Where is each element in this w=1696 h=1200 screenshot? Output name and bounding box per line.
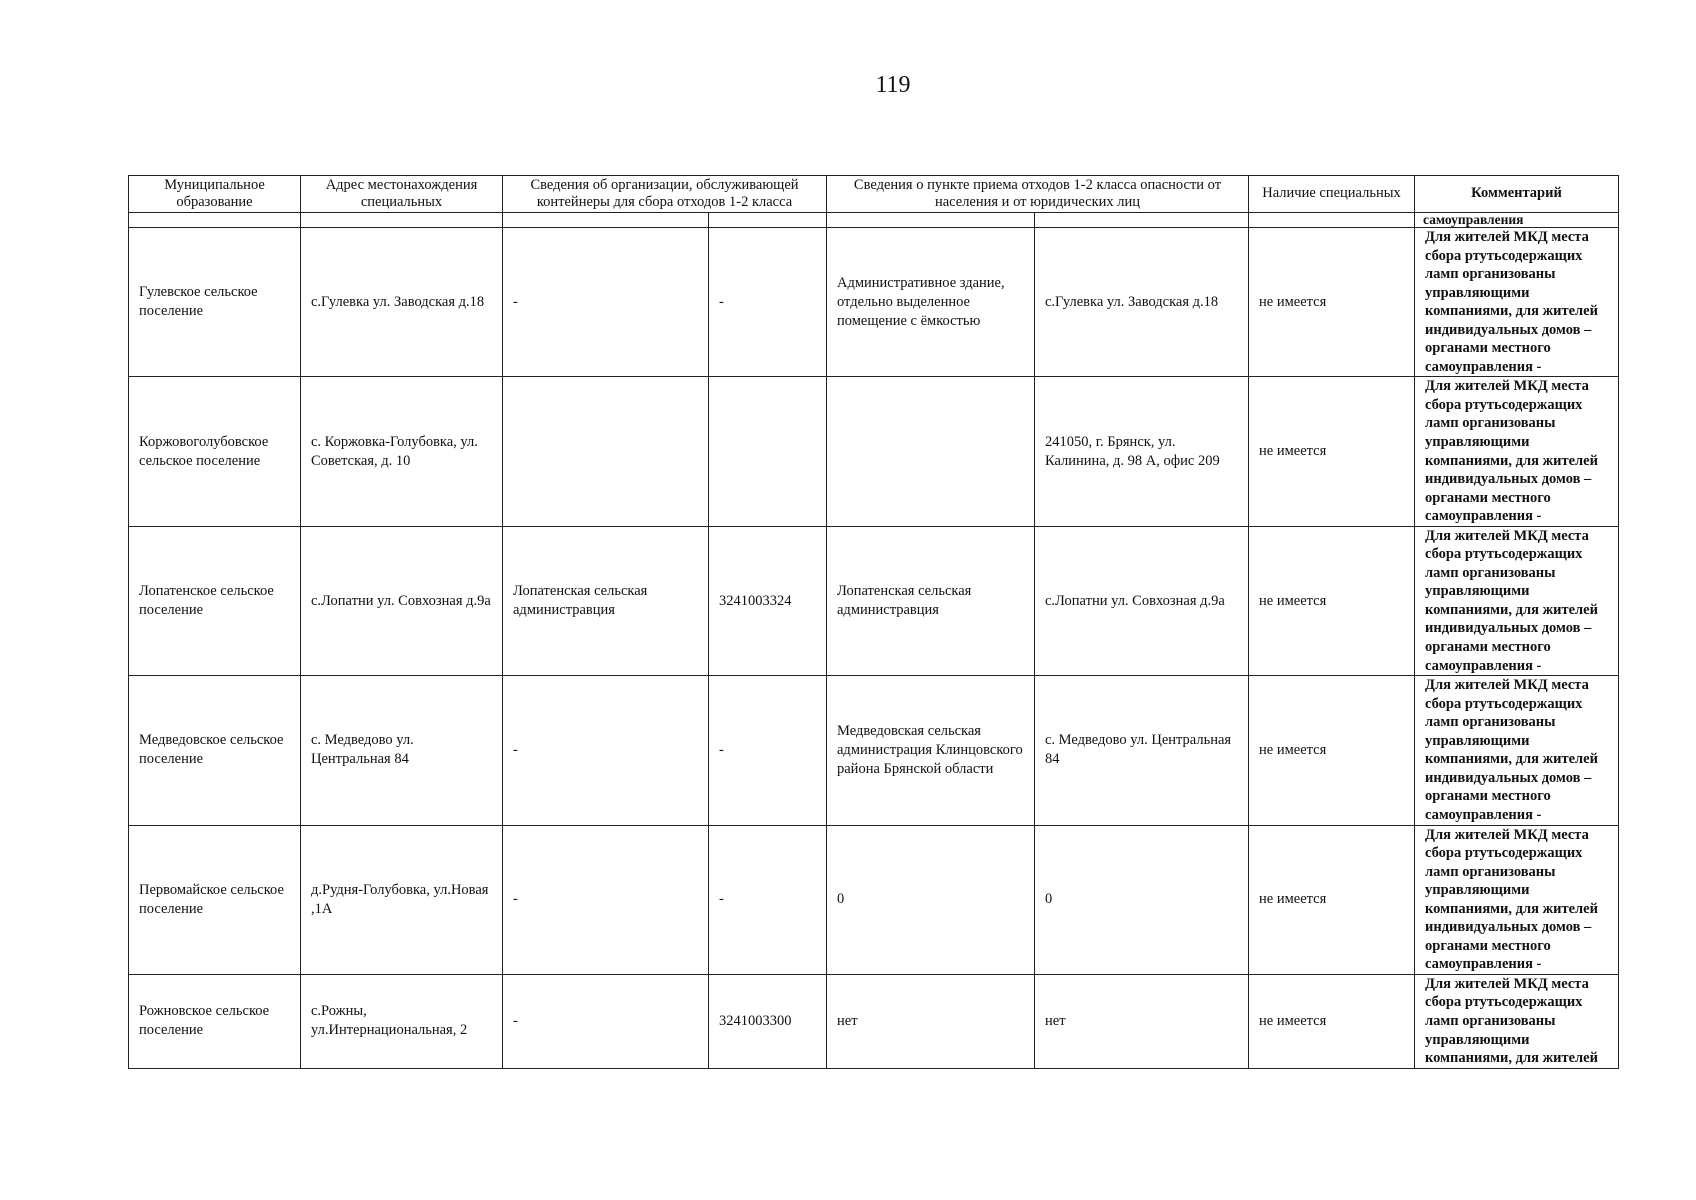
header-comment: Комментарий [1415,176,1619,213]
cell-address: с. Медведово ул. Центральная 84 [301,676,503,825]
continued-comment: самоуправления [1415,213,1619,228]
cell-point-name: Лопатенская сельская администравция [827,526,1035,675]
cell-org-name: - [503,228,709,377]
cell-org-inn: - [709,825,827,974]
cell-availability: не имеется [1249,526,1415,675]
cell-address: с.Рожны, ул.Интернациональная, 2 [301,974,503,1068]
cell-availability: не имеется [1249,676,1415,825]
table-row [129,676,1619,825]
cell-point-name: Медведовская сельская администрация Клинцовского района Брянской области [827,676,1035,825]
cell-point-name: нет [827,974,1035,1068]
cell-point-address: с.Лопатни ул. Совхозная д.9а [1035,526,1249,675]
cell-comment: Для жителей МКД места сбора ртутьсодержащих ламп организованы управляющими компаниями, для жителей индивидуальных домов – органами местного самоуправления - [1415,676,1619,825]
cell-municipality: Лопатенское сельское поселение [129,526,301,675]
cell-org-inn: - [709,228,827,377]
table-row [129,526,1619,675]
cell-point-address: с. Медведово ул. Центральная 84 [1035,676,1249,825]
cell-address: с.Лопатни ул. Совхозная д.9а [301,526,503,675]
cell-point-address: нет [1035,974,1249,1068]
cell-municipality: Медведовское сельское поселение [129,676,301,825]
table-row [129,825,1619,974]
continuation-row [129,213,1619,228]
cell-point-name: Административное здание, отдельно выделенное помещение с ёмкостью [827,228,1035,377]
header-availability: Наличие специальных [1249,176,1415,213]
cell-address: д.Рудня-Голубовка, ул.Новая ,1А [301,825,503,974]
cell-municipality: Коржовоголубовское сельское поселение [129,377,301,526]
cell-org-inn [709,377,827,526]
cell-point-name [827,377,1035,526]
cell-comment: Для жителей МКД места сбора ртутьсодержащих ламп организованы управляющими компаниями, для жителей индивидуальных домов – органами местного самоуправления - [1415,526,1619,675]
cell-point-address: 0 [1035,825,1249,974]
waste-collection-table [128,175,1619,1069]
cell-availability: не имеется [1249,228,1415,377]
header-municipality: Муниципальное образование [129,176,301,213]
cell-org-name: Лопатенская сельская администравция [503,526,709,675]
cell-org-name: - [503,974,709,1068]
cell-point-address: с.Гулевка ул. Заводская д.18 [1035,228,1249,377]
table-row [129,228,1619,377]
cell-address: с.Гулевка ул. Заводская д.18 [301,228,503,377]
cell-point-address: 241050, г. Брянск, ул. Калинина, д. 98 А, офис 209 [1035,377,1249,526]
cell-org-name: - [503,825,709,974]
cell-availability: не имеется [1249,974,1415,1068]
cell-org-inn: 3241003324 [709,526,827,675]
cell-comment: Для жителей МКД места сбора ртутьсодержащих ламп организованы управляющими компаниями, для жителей индивидуальных домов – органами местного самоуправления - [1415,825,1619,974]
cell-org-inn: 3241003300 [709,974,827,1068]
header-address: Адрес местонахождения специальных [301,176,503,213]
cell-org-name [503,377,709,526]
cell-municipality: Первомайское сельское поселение [129,825,301,974]
cell-municipality: Рожновское сельское поселение [129,974,301,1068]
cell-address: с. Коржовка-Голубовка, ул. Советская, д. 10 [301,377,503,526]
cell-comment: Для жителей МКД места сбора ртутьсодержащих ламп организованы управляющими компаниями, для жителей [1415,974,1619,1068]
table-row [129,377,1619,526]
cell-comment: Для жителей МКД места сбора ртутьсодержащих ламп организованы управляющими компаниями, для жителей индивидуальных домов – органами местного самоуправления - [1415,228,1619,377]
cell-org-inn: - [709,676,827,825]
table-row [129,974,1619,1068]
cell-point-name: 0 [827,825,1035,974]
cell-availability: не имеется [1249,377,1415,526]
cell-org-name: - [503,676,709,825]
table-header-row [129,176,1619,213]
page-number: 119 [875,72,911,98]
cell-municipality: Гулевское сельское поселение [129,228,301,377]
cell-availability: не имеется [1249,825,1415,974]
header-organization: Сведения об организации, обслуживающей контейнеры для сбора отходов 1-2 класса [503,176,827,213]
cell-comment: Для жителей МКД места сбора ртутьсодержащих ламп организованы управляющими компаниями, для жителей индивидуальных домов – органами местного самоуправления - [1415,377,1619,526]
header-collection-point: Сведения о пункте приема отходов 1-2 класса опасности от населения и от юридических лиц [827,176,1249,213]
